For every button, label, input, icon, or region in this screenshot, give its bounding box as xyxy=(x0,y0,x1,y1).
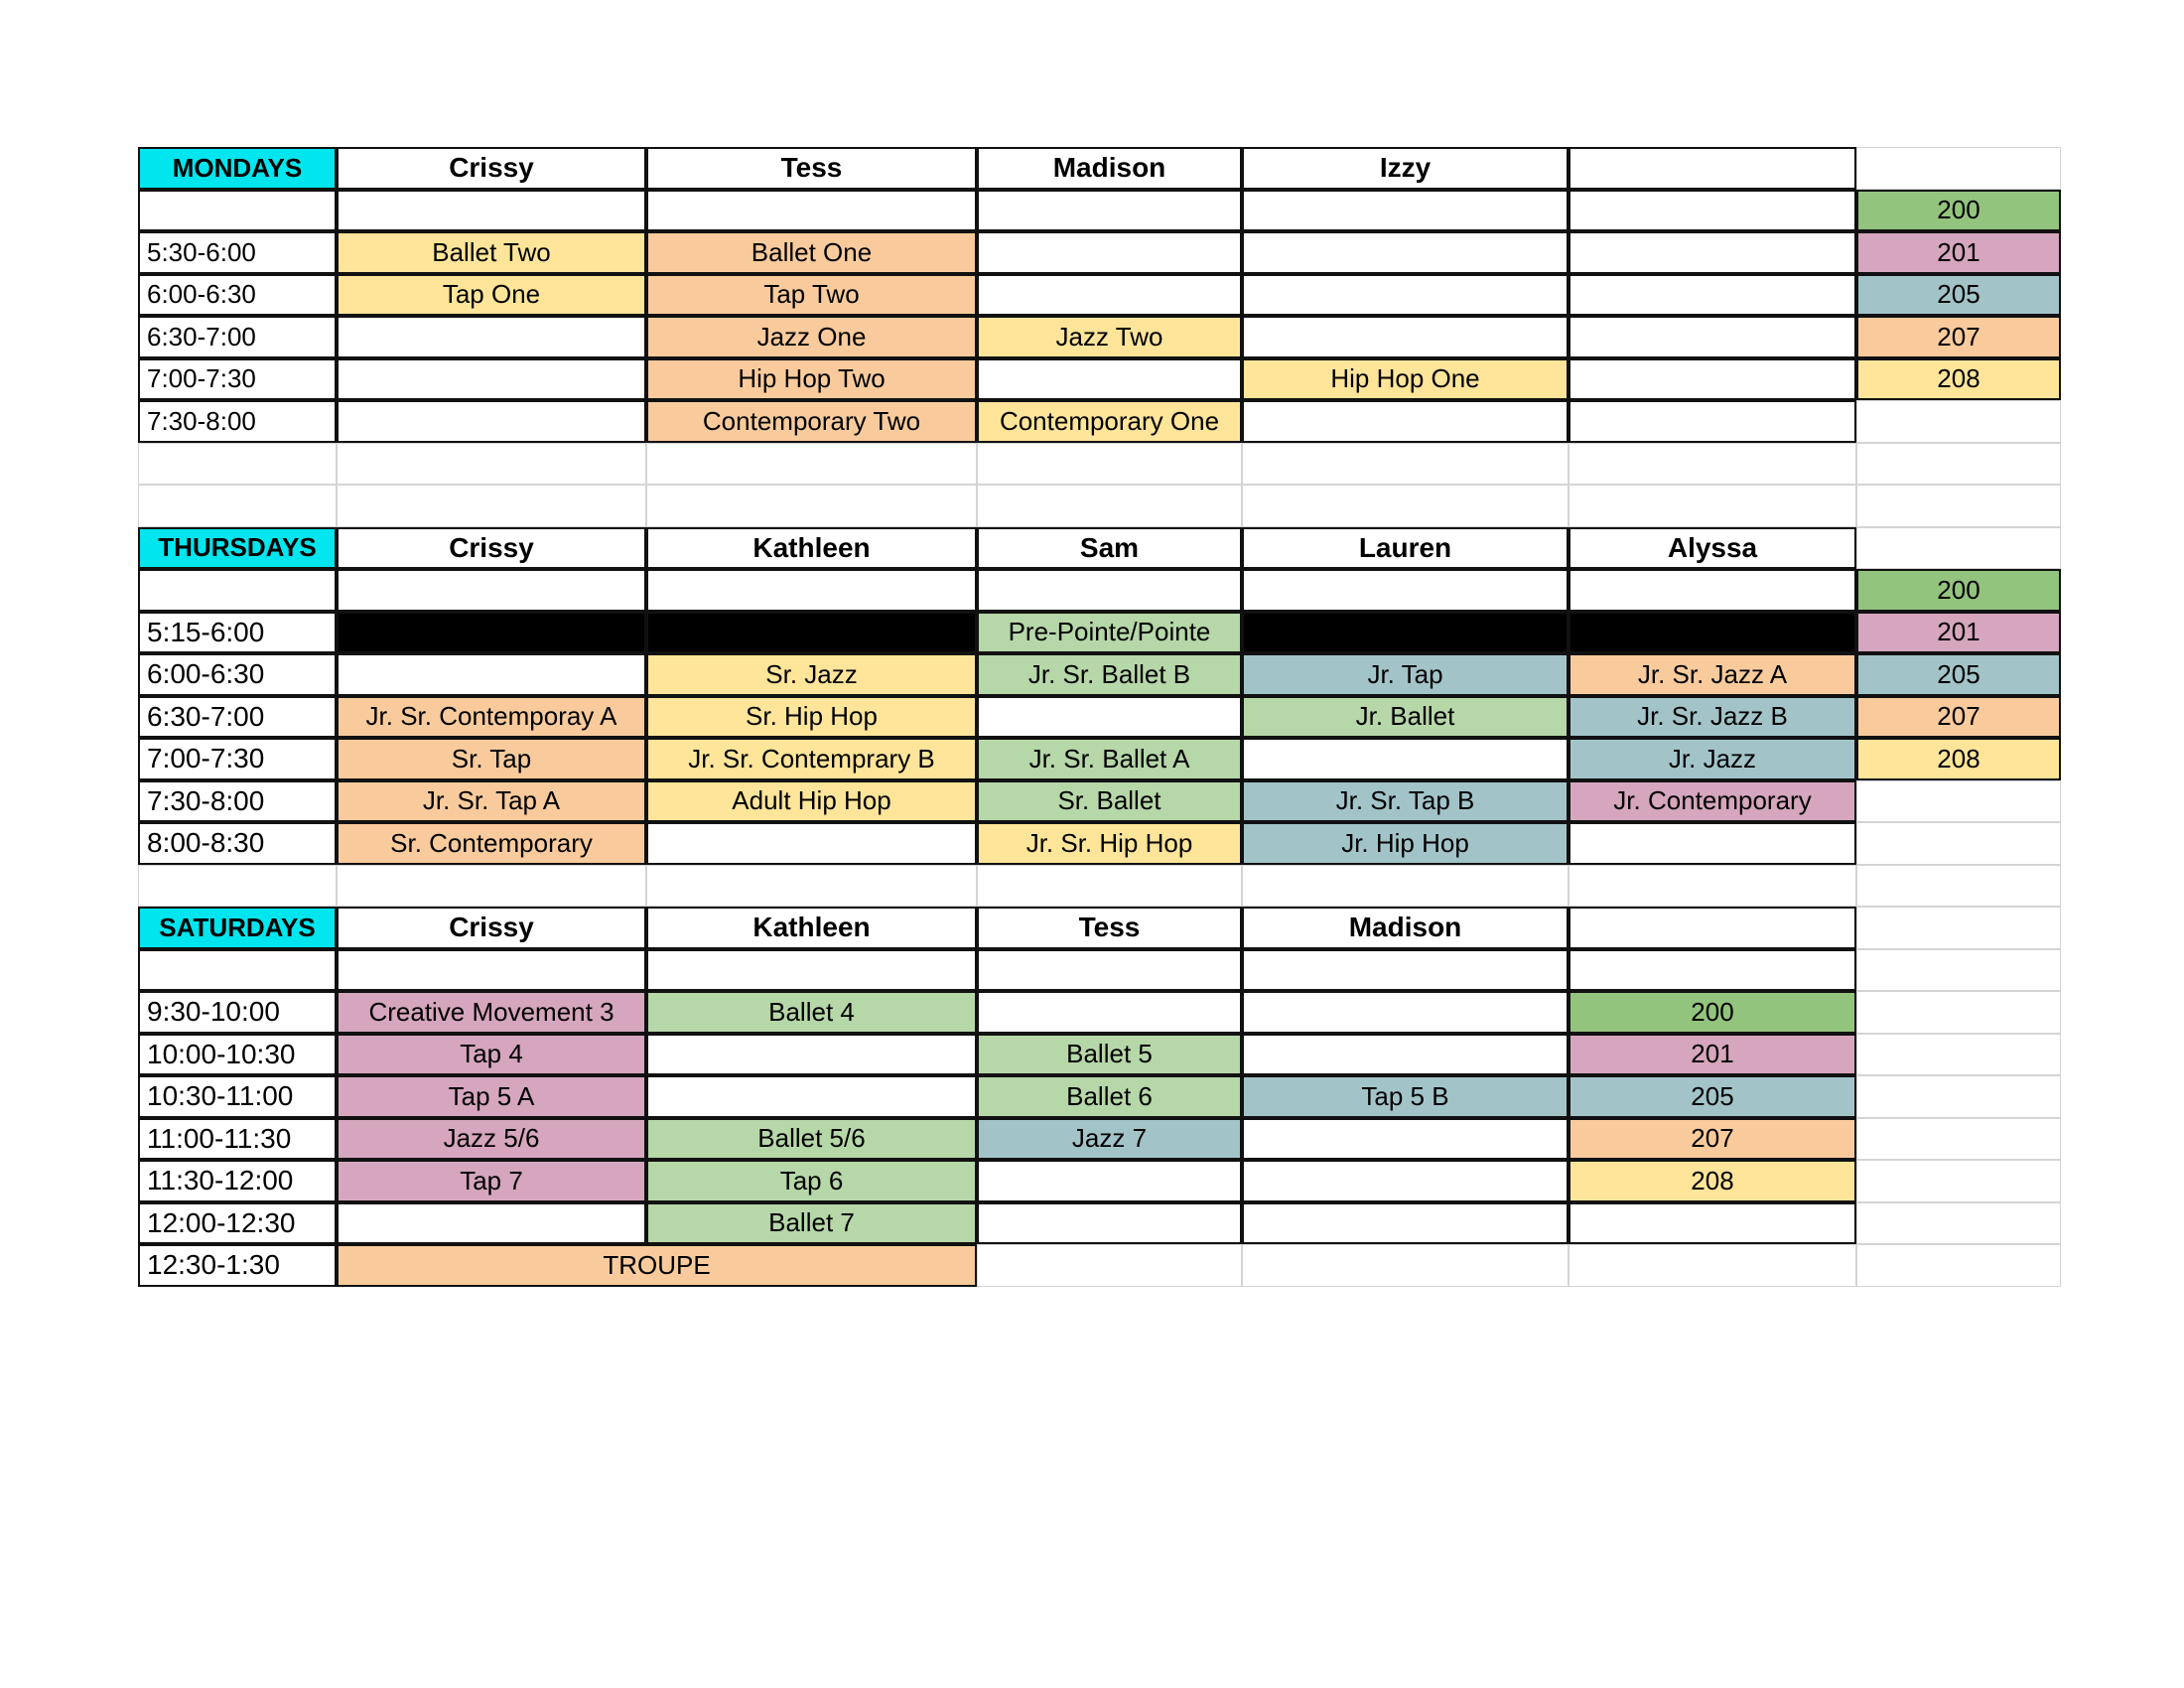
empty-cell xyxy=(646,822,977,865)
class-cell: Contemporary Two xyxy=(646,400,977,443)
day-label: MONDAYS xyxy=(138,147,337,190)
empty-cell xyxy=(1242,991,1569,1034)
time-slot: 12:00-12:30 xyxy=(138,1202,337,1245)
blocked-cell xyxy=(337,612,646,654)
class-cell: Jr. Sr. Jazz B xyxy=(1569,696,1856,739)
empty-cell xyxy=(1242,231,1569,274)
empty-cell xyxy=(1242,1202,1569,1245)
empty-cell xyxy=(1569,569,1856,612)
empty-cell xyxy=(977,231,1242,274)
class-cell: Tap 6 xyxy=(646,1160,977,1202)
empty-cell xyxy=(1242,1160,1569,1202)
instructor-header: Kathleen xyxy=(646,527,977,570)
class-cell: Jr. Sr. Hip Hop xyxy=(977,822,1242,865)
empty-cell xyxy=(1856,1075,2061,1118)
instructor-header: Madison xyxy=(977,147,1242,190)
class-cell: Ballet 5 xyxy=(977,1034,1242,1076)
class-cell: Sr. Ballet xyxy=(977,780,1242,823)
class-cell: Tap 7 xyxy=(337,1160,646,1202)
room-legend: 207 xyxy=(1856,316,2061,358)
spacer-cell xyxy=(1569,865,1856,908)
class-cell: Tap One xyxy=(337,274,646,317)
class-cell: Sr. Tap xyxy=(337,738,646,780)
empty-cell xyxy=(1856,1202,2061,1245)
room-legend: 207 xyxy=(1569,1118,1856,1161)
spacer-cell xyxy=(1242,443,1569,486)
class-cell: Sr. Hip Hop xyxy=(646,696,977,739)
time-slot: 12:30-1:30 xyxy=(138,1244,337,1287)
empty-cell xyxy=(977,1244,1242,1287)
class-cell: Jr. Sr. Ballet B xyxy=(977,653,1242,696)
class-cell: Ballet Two xyxy=(337,231,646,274)
class-cell: Sr. Contemporary xyxy=(337,822,646,865)
spacer-cell xyxy=(646,443,977,486)
class-cell: Ballet 6 xyxy=(977,1075,1242,1118)
class-cell: Jr. Tap xyxy=(1242,653,1569,696)
class-cell: Jr. Hip Hop xyxy=(1242,822,1569,865)
empty-cell xyxy=(1242,949,1569,992)
class-cell: Jazz 7 xyxy=(977,1118,1242,1161)
time-slot: 8:00-8:30 xyxy=(138,822,337,865)
instructor-header: Crissy xyxy=(337,147,646,190)
time-slot: 7:30-8:00 xyxy=(138,400,337,443)
empty-cell xyxy=(1856,822,2061,865)
class-cell: Ballet 7 xyxy=(646,1202,977,1245)
time-slot: 5:15-6:00 xyxy=(138,612,337,654)
empty-cell xyxy=(646,190,977,232)
spacer-cell xyxy=(1856,443,2061,486)
instructor-header: Kathleen xyxy=(646,907,977,949)
room-legend: 205 xyxy=(1569,1075,1856,1118)
class-cell: Jazz Two xyxy=(977,316,1242,358)
spacer-cell xyxy=(977,443,1242,486)
room-legend: 205 xyxy=(1856,653,2061,696)
empty-cell xyxy=(1856,1118,2061,1161)
time-slot: 10:00-10:30 xyxy=(138,1034,337,1076)
instructor-header: Tess xyxy=(646,147,977,190)
spacer-cell xyxy=(977,485,1242,527)
empty-cell xyxy=(1569,949,1856,992)
spacer-cell xyxy=(337,443,646,486)
empty-cell xyxy=(977,190,1242,232)
room-legend: 207 xyxy=(1856,696,2061,739)
empty-cell xyxy=(1856,1160,2061,1202)
room-legend: 208 xyxy=(1856,738,2061,780)
empty-cell xyxy=(337,400,646,443)
class-cell: Jr. Sr. Tap A xyxy=(337,780,646,823)
empty-cell xyxy=(646,949,977,992)
empty-cell xyxy=(1242,190,1569,232)
day-label: SATURDAYS xyxy=(138,907,337,949)
class-cell: Jazz One xyxy=(646,316,977,358)
empty-cell xyxy=(1242,569,1569,612)
spacer-cell xyxy=(337,485,646,527)
instructor-header: Tess xyxy=(977,907,1242,949)
class-cell: Jr. Contemporary xyxy=(1569,780,1856,823)
class-cell: Hip Hop Two xyxy=(646,358,977,401)
empty-cell xyxy=(337,358,646,401)
empty-cell xyxy=(977,274,1242,317)
spacer-cell xyxy=(1242,485,1569,527)
class-cell: Pre-Pointe/Pointe xyxy=(977,612,1242,654)
spacer-cell xyxy=(1569,443,1856,486)
empty-cell xyxy=(1856,1244,2061,1287)
room-legend: 200 xyxy=(1856,569,2061,612)
time-slot: 7:00-7:30 xyxy=(138,738,337,780)
class-cell: Jazz 5/6 xyxy=(337,1118,646,1161)
blocked-cell xyxy=(1569,612,1856,654)
class-cell: TROUPE xyxy=(337,1244,977,1287)
empty-cell xyxy=(138,190,337,232)
room-legend: 200 xyxy=(1569,991,1856,1034)
empty-cell xyxy=(1242,316,1569,358)
time-slot: 5:30-6:00 xyxy=(138,231,337,274)
class-cell: Jr. Jazz xyxy=(1569,738,1856,780)
time-slot: 10:30-11:00 xyxy=(138,1075,337,1118)
empty-cell xyxy=(138,569,337,612)
class-cell: Jr. Sr. Ballet A xyxy=(977,738,1242,780)
empty-cell xyxy=(977,1202,1242,1245)
room-legend: 201 xyxy=(1856,612,2061,654)
empty-cell xyxy=(646,1075,977,1118)
instructor-header xyxy=(1569,907,1856,949)
time-slot: 11:30-12:00 xyxy=(138,1160,337,1202)
class-cell: Ballet One xyxy=(646,231,977,274)
empty-cell xyxy=(1569,274,1856,317)
time-slot: 6:00-6:30 xyxy=(138,274,337,317)
class-cell: Tap 5 A xyxy=(337,1075,646,1118)
instructor-header: Lauren xyxy=(1242,527,1569,570)
class-cell: Tap 5 B xyxy=(1242,1075,1569,1118)
empty-cell xyxy=(1856,527,2061,570)
class-cell: Sr. Jazz xyxy=(646,653,977,696)
empty-cell xyxy=(337,316,646,358)
instructor-header: Izzy xyxy=(1242,147,1569,190)
instructor-header xyxy=(1569,147,1856,190)
empty-cell xyxy=(1569,400,1856,443)
class-cell: Tap 4 xyxy=(337,1034,646,1076)
spacer-cell xyxy=(138,865,337,908)
empty-cell xyxy=(977,949,1242,992)
empty-cell xyxy=(1856,780,2061,823)
empty-cell xyxy=(977,696,1242,739)
empty-cell xyxy=(337,190,646,232)
class-cell: Contemporary One xyxy=(977,400,1242,443)
blocked-cell xyxy=(646,612,977,654)
room-legend: 205 xyxy=(1856,274,2061,317)
empty-cell xyxy=(1242,274,1569,317)
spacer-cell xyxy=(337,865,646,908)
empty-cell xyxy=(977,1160,1242,1202)
empty-cell xyxy=(337,569,646,612)
room-legend: 200 xyxy=(1856,190,2061,232)
room-legend: 208 xyxy=(1856,358,2061,401)
empty-cell xyxy=(1569,316,1856,358)
spacer-cell xyxy=(1856,485,2061,527)
blocked-cell xyxy=(1242,612,1569,654)
spacer-cell xyxy=(1856,865,2061,908)
empty-cell xyxy=(337,949,646,992)
instructor-header: Alyssa xyxy=(1569,527,1856,570)
empty-cell xyxy=(1569,822,1856,865)
spacer-cell xyxy=(1242,865,1569,908)
empty-cell xyxy=(1856,147,2061,190)
empty-cell xyxy=(977,358,1242,401)
empty-cell xyxy=(1856,949,2061,992)
empty-cell xyxy=(646,569,977,612)
spacer-cell xyxy=(138,443,337,486)
class-cell: Jr. Sr. Contemprary B xyxy=(646,738,977,780)
instructor-header: Sam xyxy=(977,527,1242,570)
empty-cell xyxy=(1856,991,2061,1034)
spacer-cell xyxy=(646,865,977,908)
empty-cell xyxy=(1569,358,1856,401)
empty-cell xyxy=(1856,400,2061,443)
time-slot: 6:00-6:30 xyxy=(138,653,337,696)
class-cell: Creative Movement 3 xyxy=(337,991,646,1034)
empty-cell xyxy=(138,949,337,992)
empty-cell xyxy=(1569,1202,1856,1245)
class-cell: Jr. Sr. Tap B xyxy=(1242,780,1569,823)
empty-cell xyxy=(1569,1244,1856,1287)
empty-cell xyxy=(977,569,1242,612)
class-cell: Jr. Sr. Jazz A xyxy=(1569,653,1856,696)
spacer-cell xyxy=(138,485,337,527)
empty-cell xyxy=(337,1202,646,1245)
spacer-cell xyxy=(977,865,1242,908)
empty-cell xyxy=(337,653,646,696)
empty-cell xyxy=(1856,907,2061,949)
room-legend: 201 xyxy=(1569,1034,1856,1076)
class-cell: Ballet 5/6 xyxy=(646,1118,977,1161)
class-cell: Ballet 4 xyxy=(646,991,977,1034)
empty-cell xyxy=(1569,231,1856,274)
class-cell: Adult Hip Hop xyxy=(646,780,977,823)
instructor-header: Crissy xyxy=(337,907,646,949)
empty-cell xyxy=(1856,1034,2061,1076)
spacer-cell xyxy=(1569,485,1856,527)
time-slot: 9:30-10:00 xyxy=(138,991,337,1034)
time-slot: 6:30-7:00 xyxy=(138,316,337,358)
instructor-header: Crissy xyxy=(337,527,646,570)
room-legend: 208 xyxy=(1569,1160,1856,1202)
empty-cell xyxy=(1242,1244,1569,1287)
empty-cell xyxy=(646,1034,977,1076)
empty-cell xyxy=(1242,738,1569,780)
empty-cell xyxy=(1242,1118,1569,1161)
instructor-header: Madison xyxy=(1242,907,1569,949)
class-cell: Hip Hop One xyxy=(1242,358,1569,401)
empty-cell xyxy=(1242,1034,1569,1076)
time-slot: 7:30-8:00 xyxy=(138,780,337,823)
empty-cell xyxy=(1242,400,1569,443)
time-slot: 11:00-11:30 xyxy=(138,1118,337,1161)
class-cell: Jr. Sr. Contemporay A xyxy=(337,696,646,739)
day-label: THURSDAYS xyxy=(138,527,337,570)
time-slot: 6:30-7:00 xyxy=(138,696,337,739)
spacer-cell xyxy=(646,485,977,527)
room-legend: 201 xyxy=(1856,231,2061,274)
class-cell: Jr. Ballet xyxy=(1242,696,1569,739)
empty-cell xyxy=(1569,190,1856,232)
time-slot: 7:00-7:30 xyxy=(138,358,337,401)
empty-cell xyxy=(977,991,1242,1034)
class-cell: Tap Two xyxy=(646,274,977,317)
